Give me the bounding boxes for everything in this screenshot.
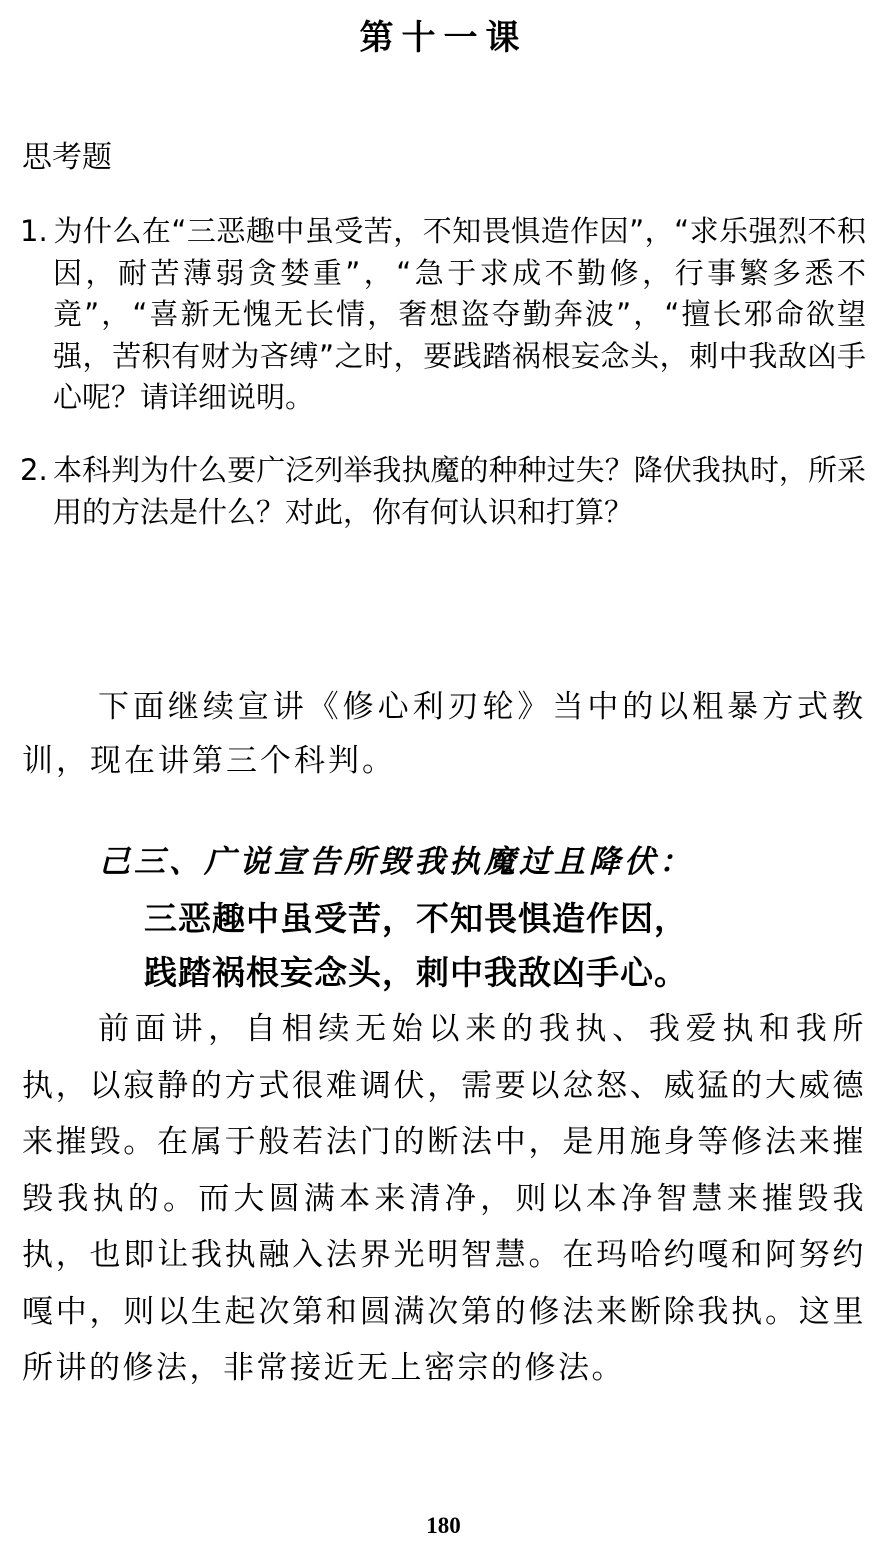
question-text: 本科判为什么要广泛列举我执魔的种种过失？降伏我执时，所采用的方法是什么？对此，你有何认识和打算？: [53, 453, 866, 529]
question-item: [20, 211, 866, 419]
lesson-title: 第十一课: [359, 18, 528, 58]
verse-line: 践踏祸根妄念头，刺中我敌凶手心。: [144, 953, 688, 992]
verse-line: 三恶趣中虽受苦，不知畏惧造作因，: [144, 899, 688, 938]
question-number: 1.: [20, 214, 48, 248]
intro-paragraph: 下面继续宣讲《修心利刃轮》当中的以粗暴方式教训，现在讲第三个科判。: [22, 689, 866, 779]
section-heading: 己三、广说宣告所毁我执魔过且降伏：: [99, 844, 694, 880]
questions-heading: 思考题: [22, 140, 112, 175]
question-number: 2.: [20, 453, 48, 487]
question-text: 为什么在“三恶趣中虽受苦，不知畏惧造作因”，“求乐强烈不积因，耐苦薄弱贪婪重”，“急于求成不勤修，行事繁多悉不竟”，“喜新无愧无长情，奢想盗夺勤奔波”，“擅长邪命欲望强，苦积有财为吝缚”之时，要践踏祸根妄念头，刺中我敌凶手心呢？请详细说明。: [53, 214, 866, 414]
body-paragraph: 前面讲，自相续无始以来的我执、我爱执和我所执，以寂静的方式很难调伏，需要以忿怒、威猛的大威德来摧毁。在属于般若法门的断法中，是用施身等修法来摧毁我执的。而大圆满本来清净，则以本净智慧来摧毁我执，也即让我执融入法界光明智慧。在玛哈约嘎和阿努约嘎中，则以生起次第和圆满次第的修法来断除我执。这里所讲的修法，非常接近无上密宗的修法。: [22, 1011, 866, 1386]
page-number: 180: [426, 1513, 461, 1538]
question-item: [20, 450, 866, 533]
